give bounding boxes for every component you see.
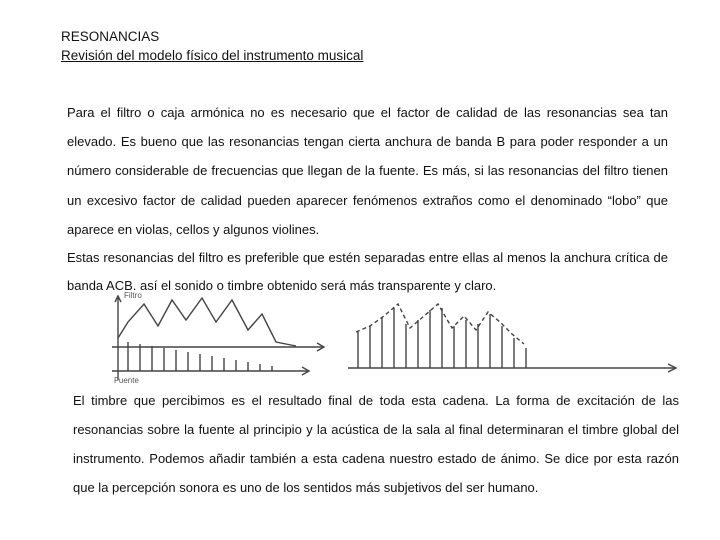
- source-filter-diagram: [108, 286, 680, 386]
- output-envelope-curve: [356, 304, 524, 344]
- filter-label: Filtro: [124, 291, 142, 300]
- paragraph-timbre: El timbre que percibimos es el resultado final de toda esta cadena. La forma de excitación de las resonancias sobre la fuente al principio y la acústica de la sala al final determinaran el timbre global del instrumento. Podemos añadir también a esta cadena nuestro estado de ánimo. Se dice por esta razón que la percepción sonora es uno de los sentidos más subjetivos del ser humano.: [73, 393, 679, 495]
- filter-response-curve: [118, 298, 296, 346]
- source-filter-figure: [108, 286, 680, 386]
- source-label: Fuente: [114, 376, 139, 385]
- paragraph-filter-quality: Para el filtro o caja armónica no es necesario que el factor de calidad de las resonancias sea tan elevado. Es bueno que las resonancias tengan cierta anchura de banda B para poder responder a un número considerable de frecuencias que llegan de la fuente. Es más, si las resonancias del filtro tienen un excesivo factor de calidad pueden aparecer fenómenos extraños como el denominado “lobo” que aparece en violas, cellos y algunos violines.: [67, 105, 668, 237]
- document-header: [61, 27, 363, 65]
- page-title: RESONANCIAS: [61, 29, 160, 44]
- paragraph-resonance-separation: Estas resonancias del filtro es preferible que estén separadas entre ellas al menos la anchura crítica de banda ACB. así el sonido o timbre obtenido será más transparente y claro.: [67, 250, 668, 293]
- page-subtitle: Revisión del modelo físico del instrumento musical: [61, 48, 364, 63]
